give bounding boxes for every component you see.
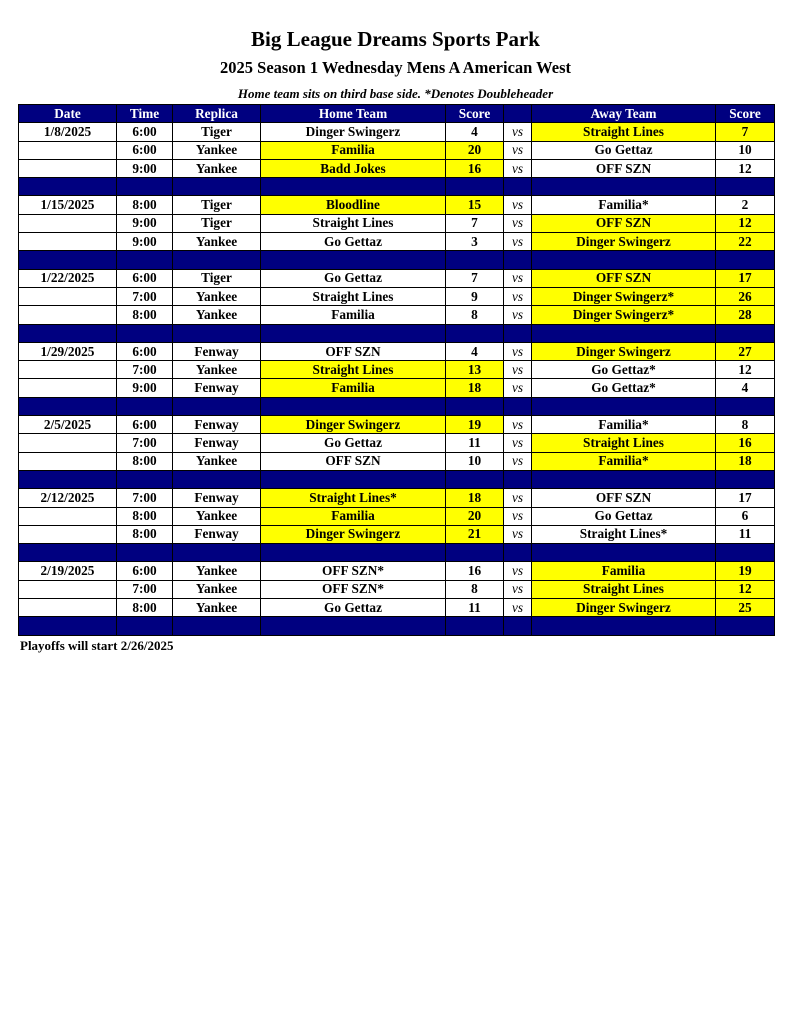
home-score: 11 [446,434,504,452]
separator-cell [261,617,446,635]
playoffs-note: Playoffs will start 2/26/2025 [20,638,174,653]
game-time: 7:00 [117,434,173,452]
home-team: Dinger Swingerz [261,416,446,434]
home-team: Straight Lines* [261,489,446,507]
away-score: 26 [716,287,775,305]
header-row [19,105,775,123]
schedule-body [19,123,775,635]
game-date [19,580,117,598]
separator-cell [504,324,532,342]
home-score: 13 [446,361,504,379]
week-separator-row [19,544,775,562]
vs-label: vs [504,379,532,397]
separator-cell [716,470,775,488]
away-score: 17 [716,489,775,507]
away-team: Familia [532,562,716,580]
vs-label: vs [504,123,532,141]
separator-cell [504,544,532,562]
away-score: 22 [716,233,775,251]
page-title: Big League Dreams Sports Park [251,27,540,51]
game-row [19,196,775,214]
away-team: Straight Lines [532,123,716,141]
game-time: 7:00 [117,287,173,305]
home-team: Straight Lines [261,361,446,379]
away-team: Familia* [532,416,716,434]
separator-cell [173,251,261,269]
game-time: 9:00 [117,379,173,397]
separator-cell [117,470,173,488]
home-score: 7 [446,269,504,287]
home-score: 18 [446,489,504,507]
game-date [19,214,117,232]
game-row [19,525,775,543]
separator-cell [19,617,117,635]
header-time: Time [117,105,173,123]
vs-label: vs [504,562,532,580]
game-time: 8:00 [117,507,173,525]
separator-cell [19,397,117,415]
game-date [19,141,117,159]
separator-cell [446,178,504,196]
vs-label: vs [504,306,532,324]
game-date [19,379,117,397]
home-score: 8 [446,580,504,598]
separator-cell [173,397,261,415]
separator-cell [532,617,716,635]
away-team: OFF SZN [532,159,716,177]
game-replica: Yankee [173,361,261,379]
header-home-team: Home Team [261,105,446,123]
away-score: 6 [716,507,775,525]
game-time: 7:00 [117,489,173,507]
game-time: 8:00 [117,196,173,214]
home-team: Familia [261,306,446,324]
game-date [19,452,117,470]
separator-cell [716,178,775,196]
separator-cell [446,470,504,488]
separator-cell [261,470,446,488]
week-separator-row [19,178,775,196]
separator-cell [117,544,173,562]
game-replica: Fenway [173,489,261,507]
away-team: Dinger Swingerz [532,342,716,360]
game-replica: Fenway [173,416,261,434]
game-date [19,159,117,177]
separator-cell [532,544,716,562]
page-subtitle: 2025 Season 1 Wednesday Mens A American West [220,58,571,77]
away-score: 19 [716,562,775,580]
separator-cell [173,544,261,562]
header-away-score: Score [716,105,775,123]
separator-cell [446,251,504,269]
separator-cell [532,397,716,415]
game-replica: Tiger [173,196,261,214]
game-row [19,580,775,598]
separator-cell [261,251,446,269]
away-score: 8 [716,416,775,434]
separator-cell [532,251,716,269]
separator-cell [446,617,504,635]
separator-cell [446,324,504,342]
away-score: 25 [716,599,775,617]
separator-cell [261,324,446,342]
game-replica: Yankee [173,452,261,470]
separator-cell [532,470,716,488]
game-row [19,214,775,232]
game-row [19,159,775,177]
separator-cell [716,617,775,635]
home-team: Go Gettaz [261,599,446,617]
game-time: 9:00 [117,233,173,251]
away-score: 12 [716,214,775,232]
separator-cell [261,544,446,562]
vs-label: vs [504,361,532,379]
vs-label: vs [504,269,532,287]
game-row [19,562,775,580]
game-replica: Tiger [173,269,261,287]
game-replica: Tiger [173,123,261,141]
game-replica: Yankee [173,562,261,580]
separator-cell [504,617,532,635]
game-date [19,306,117,324]
vs-label: vs [504,416,532,434]
game-replica: Yankee [173,141,261,159]
separator-cell [504,178,532,196]
away-score: 12 [716,361,775,379]
separator-cell [173,324,261,342]
header-vs [504,105,532,123]
game-replica: Fenway [173,525,261,543]
home-team: OFF SZN* [261,580,446,598]
vs-label: vs [504,196,532,214]
game-time: 8:00 [117,525,173,543]
home-team: Familia [261,141,446,159]
separator-cell [261,178,446,196]
home-score: 7 [446,214,504,232]
game-row [19,489,775,507]
vs-label: vs [504,452,532,470]
separator-cell [173,178,261,196]
game-replica: Fenway [173,342,261,360]
game-row [19,507,775,525]
away-team: Go Gettaz [532,141,716,159]
week-separator-row [19,617,775,635]
home-team: Bloodline [261,196,446,214]
separator-cell [117,251,173,269]
game-time: 6:00 [117,269,173,287]
away-score: 18 [716,452,775,470]
home-team: Go Gettaz [261,269,446,287]
vs-label: vs [504,159,532,177]
home-team: Familia [261,379,446,397]
home-score: 20 [446,141,504,159]
home-score: 8 [446,306,504,324]
away-team: Dinger Swingerz* [532,306,716,324]
vs-label: vs [504,287,532,305]
separator-cell [446,544,504,562]
separator-cell [504,470,532,488]
home-score: 3 [446,233,504,251]
home-score: 10 [446,452,504,470]
home-team: Badd Jokes [261,159,446,177]
home-score: 21 [446,525,504,543]
game-row [19,379,775,397]
game-replica: Yankee [173,306,261,324]
week-separator-row [19,470,775,488]
week-separator-row [19,251,775,269]
game-time: 8:00 [117,599,173,617]
vs-label: vs [504,489,532,507]
separator-cell [716,324,775,342]
away-score: 10 [716,141,775,159]
away-score: 7 [716,123,775,141]
game-time: 8:00 [117,452,173,470]
game-row [19,141,775,159]
away-team: Dinger Swingerz [532,599,716,617]
game-date [19,287,117,305]
game-time: 6:00 [117,141,173,159]
away-team: Go Gettaz* [532,379,716,397]
home-team: Dinger Swingerz [261,525,446,543]
home-team: OFF SZN [261,452,446,470]
separator-cell [117,178,173,196]
game-row [19,434,775,452]
home-team: Straight Lines [261,287,446,305]
game-row [19,287,775,305]
game-time: 8:00 [117,306,173,324]
separator-cell [532,324,716,342]
separator-cell [19,544,117,562]
away-team: Go Gettaz [532,507,716,525]
vs-label: vs [504,342,532,360]
game-date [19,233,117,251]
game-date: 1/29/2025 [19,342,117,360]
vs-label: vs [504,507,532,525]
header-home-score: Score [446,105,504,123]
separator-cell [173,617,261,635]
home-score: 15 [446,196,504,214]
game-date [19,599,117,617]
away-team: Straight Lines* [532,525,716,543]
schedule-table [18,104,775,636]
header-away-team: Away Team [532,105,716,123]
away-team: OFF SZN [532,489,716,507]
game-replica: Yankee [173,233,261,251]
game-replica: Yankee [173,507,261,525]
home-score: 16 [446,562,504,580]
game-time: 9:00 [117,159,173,177]
game-date: 2/12/2025 [19,489,117,507]
away-score: 16 [716,434,775,452]
header-replica: Replica [173,105,261,123]
separator-cell [19,178,117,196]
game-time: 6:00 [117,416,173,434]
vs-label: vs [504,525,532,543]
game-date [19,525,117,543]
away-score: 11 [716,525,775,543]
header-date: Date [19,105,117,123]
game-row [19,416,775,434]
game-time: 7:00 [117,361,173,379]
home-team: Dinger Swingerz [261,123,446,141]
separator-cell [504,397,532,415]
away-score: 17 [716,269,775,287]
home-team: OFF SZN [261,342,446,360]
separator-cell [117,324,173,342]
away-team: Straight Lines [532,580,716,598]
separator-cell [173,470,261,488]
game-row [19,123,775,141]
separator-cell [117,617,173,635]
separator-cell [19,470,117,488]
home-score: 16 [446,159,504,177]
game-replica: Tiger [173,214,261,232]
vs-label: vs [504,580,532,598]
home-team: OFF SZN* [261,562,446,580]
game-replica: Yankee [173,580,261,598]
game-row [19,599,775,617]
vs-label: vs [504,141,532,159]
home-team: Go Gettaz [261,233,446,251]
game-row [19,361,775,379]
game-replica: Fenway [173,379,261,397]
home-team: Straight Lines [261,214,446,232]
game-time: 6:00 [117,562,173,580]
game-date: 1/8/2025 [19,123,117,141]
separator-cell [532,178,716,196]
game-row [19,342,775,360]
away-team: Go Gettaz* [532,361,716,379]
home-score: 4 [446,342,504,360]
game-time: 9:00 [117,214,173,232]
away-team: Dinger Swingerz [532,233,716,251]
home-score: 19 [446,416,504,434]
away-team: OFF SZN [532,269,716,287]
week-separator-row [19,397,775,415]
game-replica: Yankee [173,599,261,617]
away-score: 12 [716,159,775,177]
separator-cell [117,397,173,415]
home-score: 18 [446,379,504,397]
home-team: Familia [261,507,446,525]
schedule-note: Home team sits on third base side. *Denotes Doubleheader [237,86,554,101]
game-replica: Yankee [173,159,261,177]
away-team: Familia* [532,452,716,470]
home-score: 11 [446,599,504,617]
away-team: OFF SZN [532,214,716,232]
game-date [19,361,117,379]
game-time: 6:00 [117,123,173,141]
away-score: 28 [716,306,775,324]
separator-cell [504,251,532,269]
vs-label: vs [504,233,532,251]
separator-cell [716,397,775,415]
away-score: 27 [716,342,775,360]
separator-cell [716,251,775,269]
game-replica: Yankee [173,287,261,305]
game-row [19,306,775,324]
vs-label: vs [504,214,532,232]
home-score: 9 [446,287,504,305]
separator-cell [19,324,117,342]
separator-cell [261,397,446,415]
home-team: Go Gettaz [261,434,446,452]
separator-cell [446,397,504,415]
week-separator-row [19,324,775,342]
away-score: 4 [716,379,775,397]
separator-cell [716,544,775,562]
game-time: 7:00 [117,580,173,598]
game-time: 6:00 [117,342,173,360]
game-row [19,452,775,470]
game-row [19,233,775,251]
away-team: Straight Lines [532,434,716,452]
game-date: 2/5/2025 [19,416,117,434]
game-date [19,434,117,452]
game-date: 1/22/2025 [19,269,117,287]
vs-label: vs [504,434,532,452]
game-row [19,269,775,287]
away-team: Familia* [532,196,716,214]
away-team: Dinger Swingerz* [532,287,716,305]
away-score: 12 [716,580,775,598]
home-score: 20 [446,507,504,525]
game-date: 2/19/2025 [19,562,117,580]
game-replica: Fenway [173,434,261,452]
game-date: 1/15/2025 [19,196,117,214]
game-date [19,507,117,525]
vs-label: vs [504,599,532,617]
home-score: 4 [446,123,504,141]
away-score: 2 [716,196,775,214]
separator-cell [19,251,117,269]
